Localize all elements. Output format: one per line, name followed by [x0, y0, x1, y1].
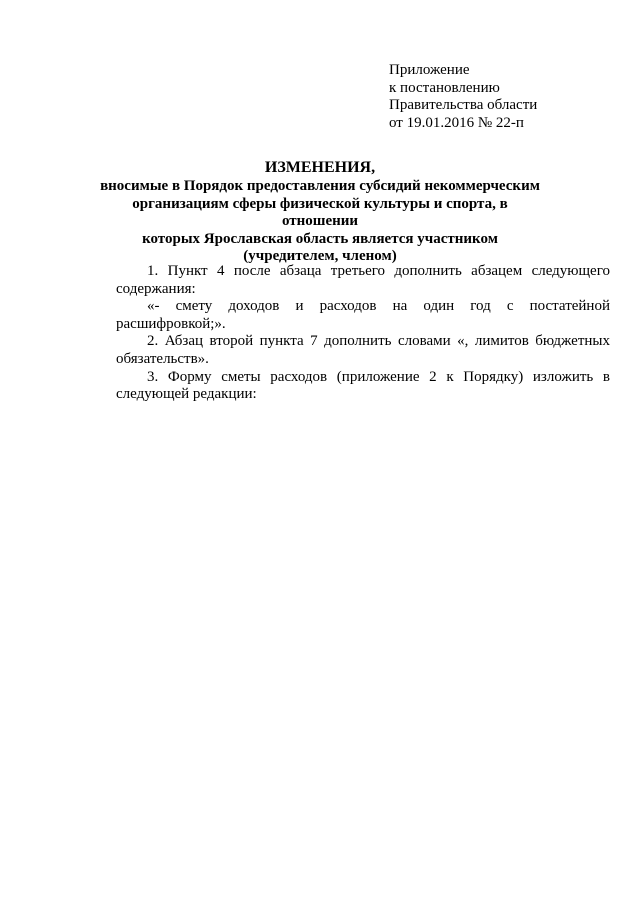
title-line-4: (учредителем, членом): [243, 248, 397, 264]
approval-line-3: Правительства области: [389, 97, 538, 113]
paragraph-3: 2. Абзац второй пункта 7 дополнить словами «, лимитов бюджетных обязательств».: [116, 333, 610, 367]
approval-line-1: Приложение: [389, 62, 470, 78]
paragraph-2: «- смету доходов и расходов на один год с постатейной расшифровкой;».: [116, 298, 610, 332]
title-line-3: которых Ярославская область является участником: [142, 230, 498, 247]
title-line-2: организациям сферы физической культуры и спорта, в отношении: [132, 195, 508, 229]
document-title: [100, 159, 540, 266]
approval-stamp: [389, 62, 537, 132]
approval-line-4: от 19.01.2016 № 22-п: [389, 114, 524, 131]
document-body: [116, 263, 610, 404]
title-line-1: вносимые в Порядок предоставления субсидий некоммерческим: [100, 178, 540, 194]
paragraph-4: 3. Форму сметы расходов (приложение 2 к Порядку) изложить в следующей редакции:: [116, 368, 610, 403]
paragraph-1: 1. Пункт 4 после абзаца третьего дополнить абзацем следующего содержания:: [116, 263, 610, 297]
title-main: ИЗМЕНЕНИЯ,: [264, 159, 376, 176]
approval-line-2: к постановлению: [389, 79, 500, 96]
